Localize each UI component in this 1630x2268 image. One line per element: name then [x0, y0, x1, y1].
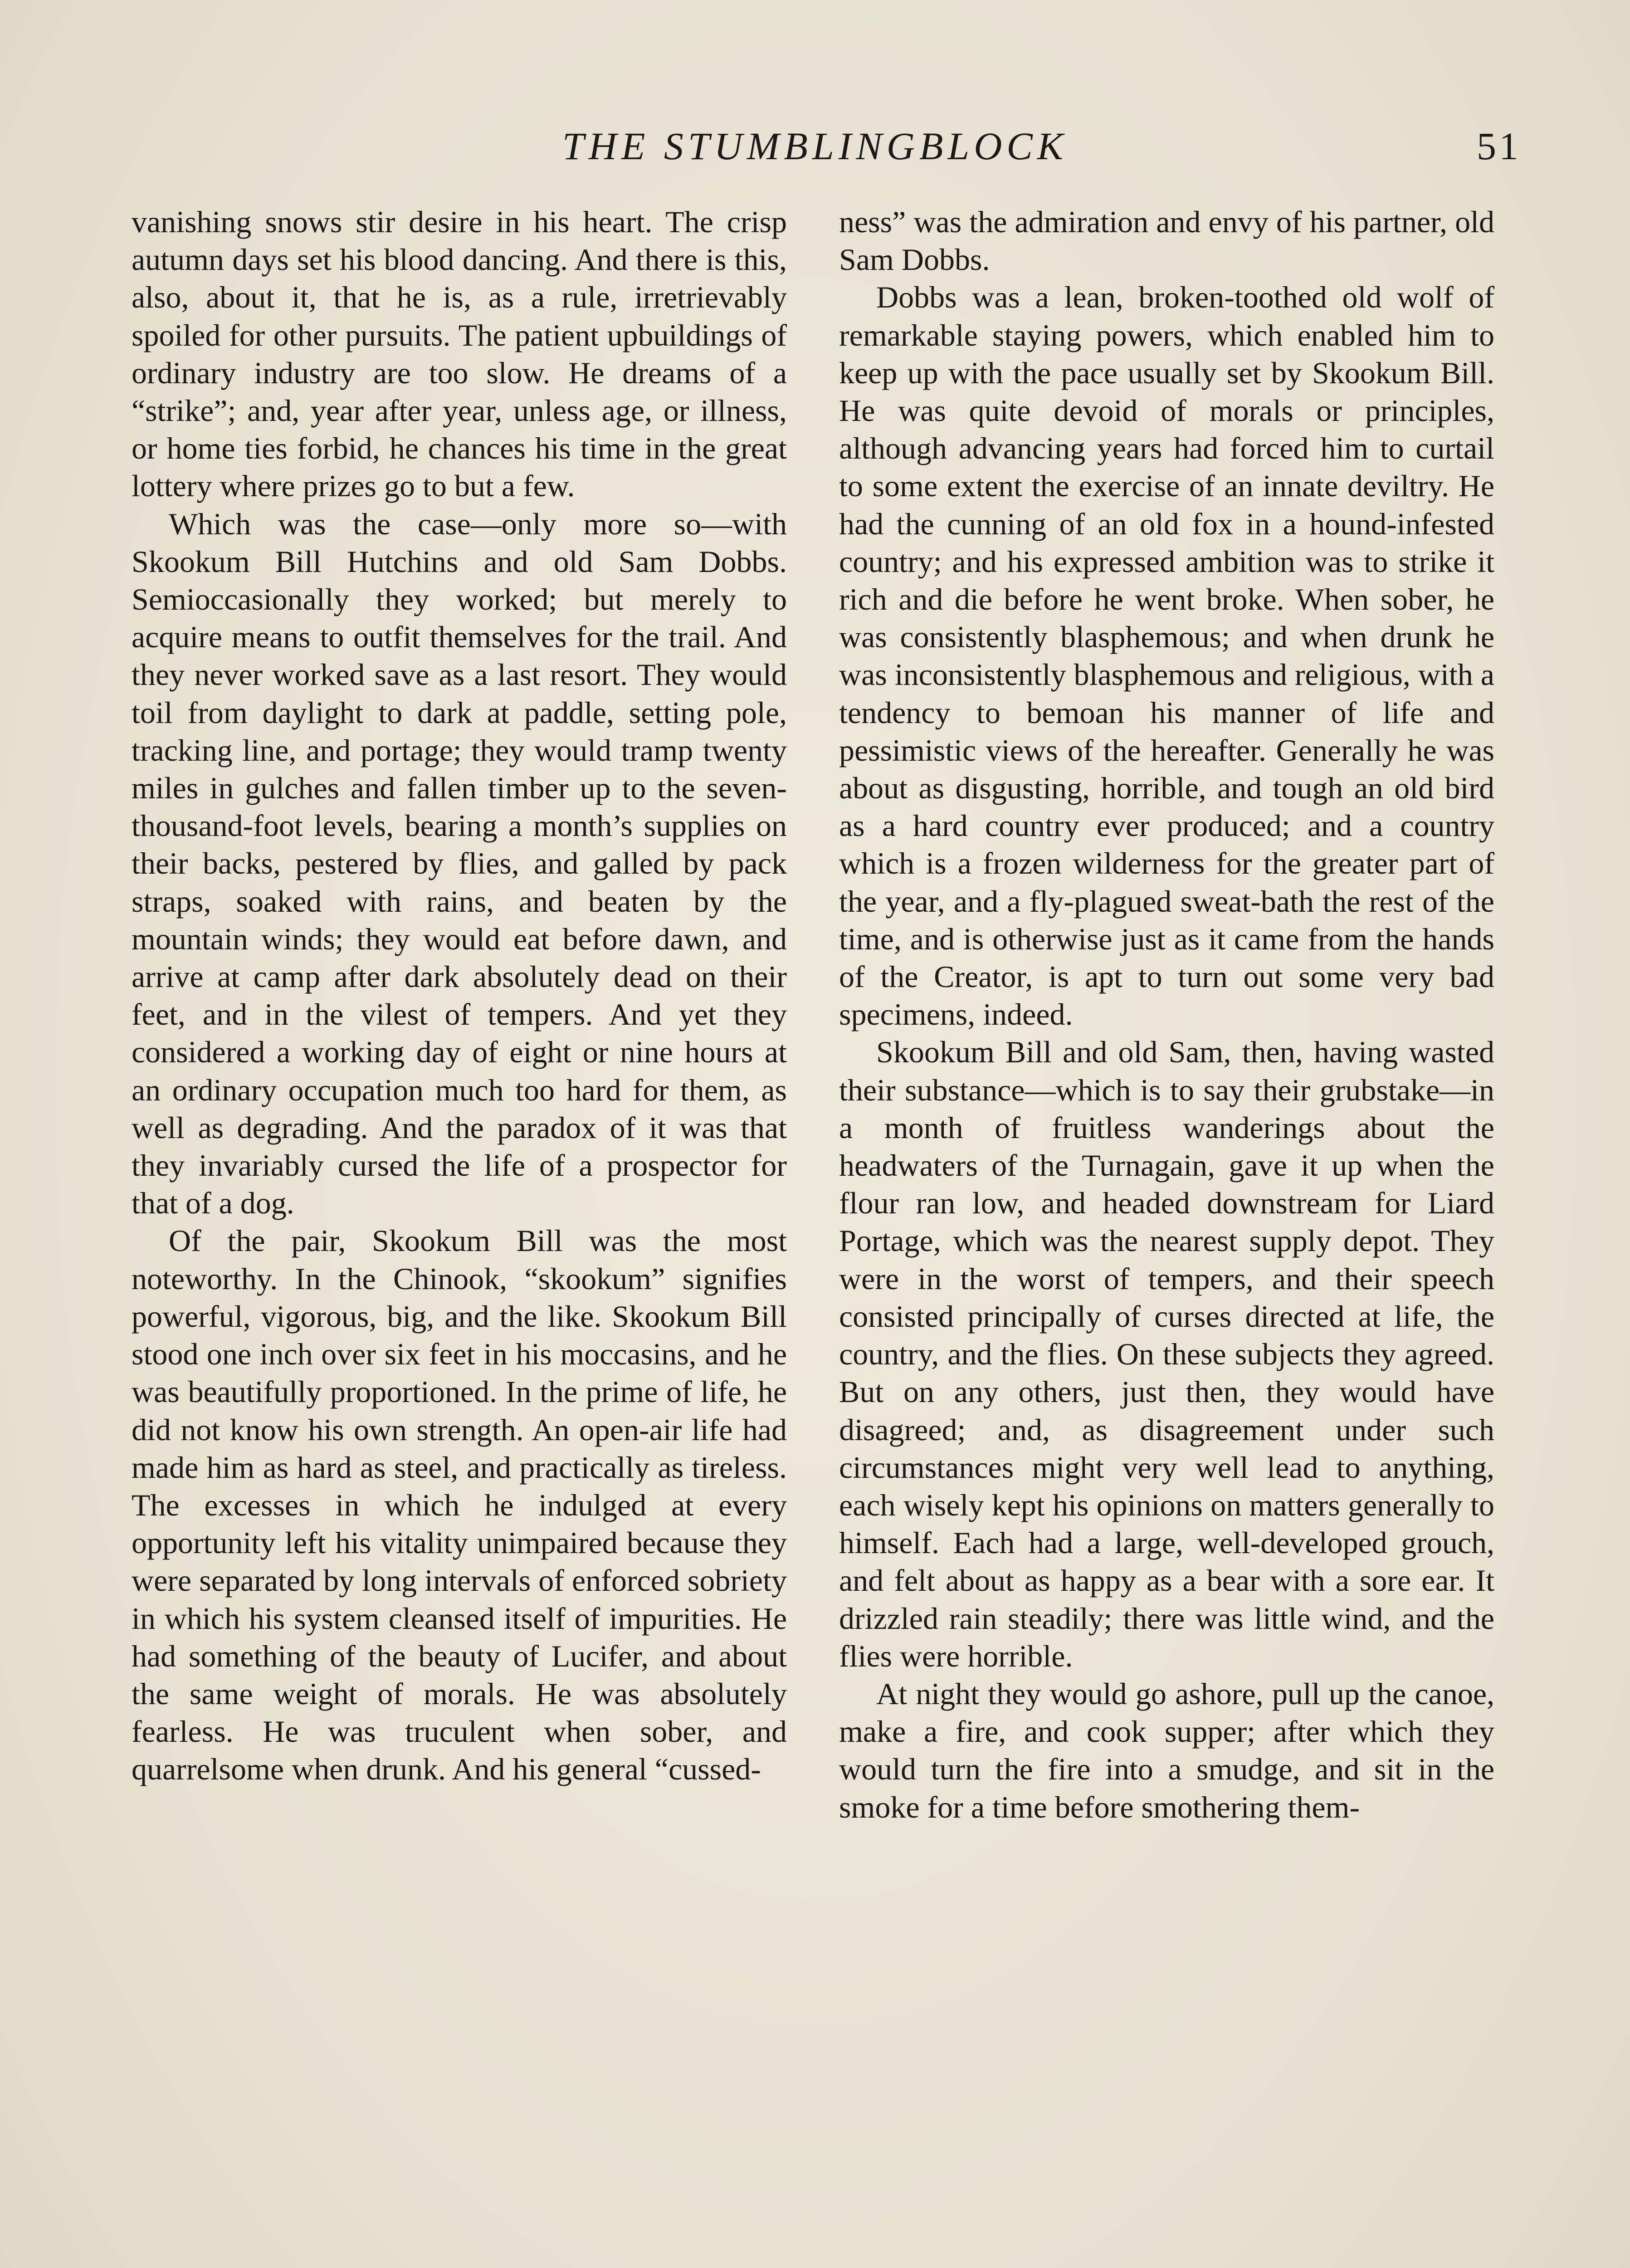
paragraph: Which was the case—only more so—with Skookum Bill Hutchins and old Sam Dobbs. Semioccasionally they worked; but merely to acquire means to outfit themselves for the trail. And they never worked save as a last resort. They would toil from daylight to dark at paddle, setting pole, tracking line, and portage; they would tramp twenty miles in gulches and fallen timber up to the seven-thousand-foot levels, bearing a month’s supplies on their backs, pestered by flies, and galled by pack straps, soaked with rains, and beaten by the mountain winds; they would eat before dawn, and arrive at camp after dark absolutely dead on their feet, and in the vilest of tempers. And yet they considered a working day of eight or nine hours at an ordinary occupation much too hard for them, as well as degrading. And the paradox of it was that they invariably cursed the life of a prospector for that of a dog.: [132, 506, 787, 1221]
paragraph: Skookum Bill and old Sam, then, having wasted their substance—which is to say their grubstake—in a month of fruitless wanderings about the headwaters of the Turnagain, gave it up when the flour ran low, and headed downstream for Liard Portage, which was the nearest supply depot. They were in the worst of tempers, and their speech consisted principally of curses directed at life, the country, and the flies. On these subjects they agreed. But on any others, just then, they would have disagreed; and, as disagreement under such circumstances might very well lead to anything, each wisely kept his opinions on matters generally to himself. Each had a large, well-developed grouch, and felt about as happy as a bear with a sore ear. It drizzled rain steadily; there was little wind, and the flies were horrible.: [839, 1035, 1494, 1673]
page-number: 51: [1477, 124, 1521, 168]
left-column: [132, 203, 787, 2268]
paragraph: Dobbs was a lean, broken-toothed old wolf of remarkable staying powers, which enabled him to keep up with the pace usually set by Skookum Bill. He was quite devoid of morals or principles, although advancing years had forced him to curtail to some extent the exercise of an innate deviltry. He had the cunning of an old fox in a hound-infested country; and his expressed ambition was to strike it rich and die before he went broke. When sober, he was consistently blasphemous; and when drunk he was inconsistently blasphemous and religious, with a tendency to bemoan his manner of life and pessimistic views of the hereafter. Generally he was about as disgusting, horrible, and tough an old bird as a hard country ever produced; and a country which is a frozen wilderness for the greater part of the year, and a fly-plagued sweat-bath the rest of the time, and is otherwise just as it came from the hands of the Creator, is apt to turn out some very bad specimens, indeed.: [839, 280, 1494, 1032]
right-column: [839, 203, 1494, 2268]
paragraph: vanishing snows stir desire in his heart. The crisp autumn days set his blood dancing. And there is this, also, about it, that he is, as a rule, irretrievably spoiled for other pursuits. The patient upbuildings of ordinary industry are too slow. He dreams of a “strike”; and, year after year, unless age, or illness, or home ties forbid, he chances his time in the great lottery where prizes go to but a few.: [132, 205, 787, 503]
page-header: [0, 119, 1630, 173]
paragraph: Of the pair, Skookum Bill was the most noteworthy. In the Chinook, “skookum” signifies powerful, vigorous, big, and the like. Skookum Bill stood one inch over six feet in his moccasins, and he was beautifully proportioned. In the prime of life, he did not know his own strength. An open-air life had made him as hard as steel, and practically as tireless. The excesses in which he indulged at every opportunity left his vitality unimpaired because they were separated by long intervals of enforced sobriety in which his system cleansed itself of impurities. He had something of the beauty of Lucifer, and about the same weight of morals. He was absolutely fearless. He was truculent when sober, and quarrelsome when drunk. And his general “cussed-: [132, 1223, 787, 1787]
paragraph: ness” was the admiration and envy of his partner, old Sam Dobbs.: [839, 205, 1494, 277]
paragraph: At night they would go ashore, pull up the canoe, make a fire, and cook supper; after which they would turn the fire into a smudge, and sit in the smoke for a time before smothering them-: [839, 1676, 1494, 1824]
running-head: THE STUMBLINGBLOCK: [562, 124, 1068, 168]
